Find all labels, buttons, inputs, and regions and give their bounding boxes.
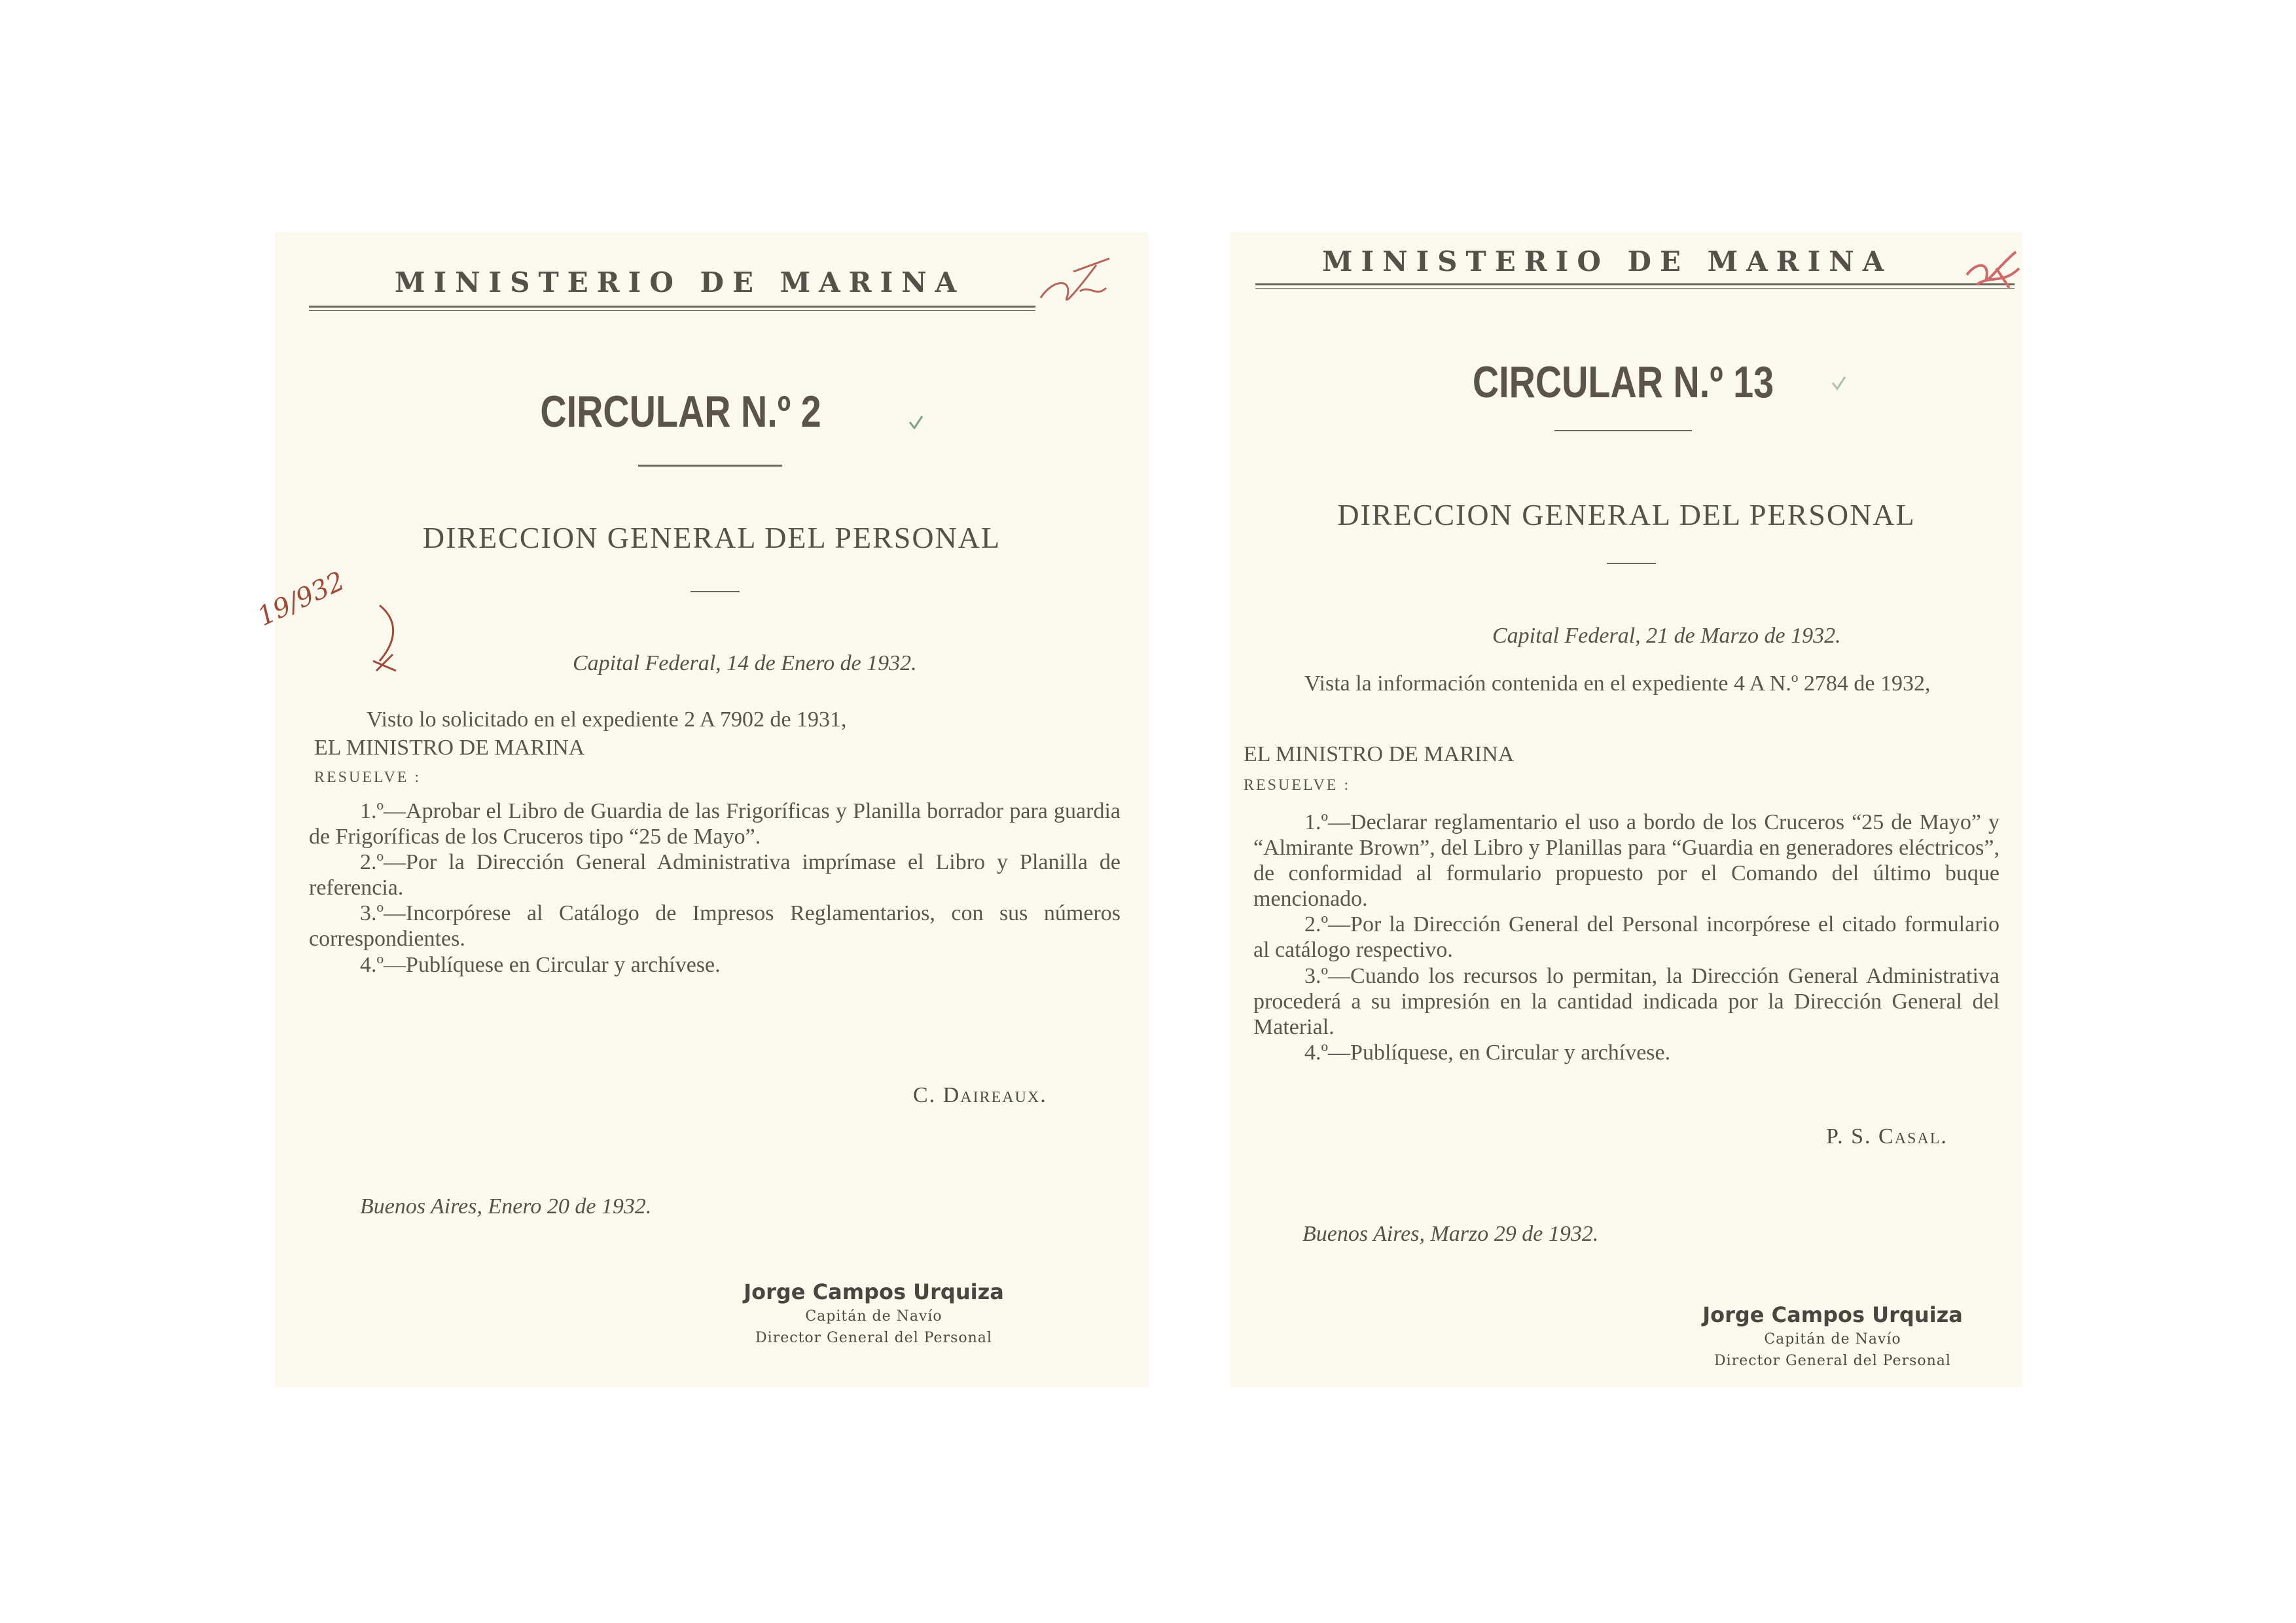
title-rule <box>1554 430 1692 431</box>
city-date: Buenos Aires, Enero 20 de 1932. <box>360 1194 652 1219</box>
place-date: Capital Federal, 14 de Enero de 1932. <box>573 651 917 675</box>
direccion-heading: DIRECCION GENERAL DEL PERSONAL <box>422 521 1001 554</box>
minister-title: EL MINISTRO DE MARINA <box>1244 742 1515 766</box>
title-rule <box>638 465 782 467</box>
handwritten-initials-mark <box>1034 252 1113 311</box>
ministry-header: MINISTERIO DE MARINA <box>1322 245 1893 277</box>
resuelve-label: RESUELVE : <box>314 769 422 786</box>
signer-name: Jorge Campos Urquiza <box>1702 1302 1963 1327</box>
resolution-items <box>1253 810 2000 1065</box>
direccion-dash <box>1607 563 1656 564</box>
check-mark <box>906 412 926 432</box>
minister-signature: P. S. Casal. <box>1826 1124 1948 1149</box>
ministry-header: MINISTERIO DE MARINA <box>395 266 965 298</box>
direccion-dash <box>691 591 740 592</box>
handwritten-initials-mark <box>1964 249 2022 294</box>
header-rule <box>309 306 1035 308</box>
signer-rank: Capitán de Navío <box>1764 1331 1901 1347</box>
resolution-item: 1.º—Aprobar el Libro de Guardia de las Frigoríficas y Planilla borrador para guardia de Frigoríficas de los Cruceros tipo “25 de Mayo”. <box>309 799 1121 849</box>
check-mark <box>1829 373 1849 393</box>
circular-title: CIRCULAR N.º 13 <box>1472 357 1774 407</box>
signer-rank: Capitán de Navío <box>805 1308 942 1325</box>
signature-block <box>710 1279 1037 1346</box>
direccion-heading: DIRECCION GENERAL DEL PERSONAL <box>1337 498 1916 531</box>
header-rule <box>1255 283 2015 285</box>
preamble: Vista la información contenida en el expediente 4 A N.º 2784 de 1932, <box>1304 671 1931 696</box>
minister-title: EL MINISTRO DE MARINA <box>314 736 585 760</box>
signature-block <box>1695 1302 1970 1369</box>
signer-role: Director General del Personal <box>755 1330 992 1346</box>
header-rule-thin <box>309 310 1035 311</box>
handwritten-mark <box>367 599 412 677</box>
place-date: Capital Federal, 21 de Marzo de 1932. <box>1492 624 1841 648</box>
resolution-item: 4.º—Publíquese, en Circular y archívese. <box>1304 1040 1671 1065</box>
resolution-item: 2.º—Por la Dirección General Administrativa imprímase el Libro y Planilla de referencia. <box>309 850 1121 901</box>
signer-role: Director General del Personal <box>1714 1353 1951 1369</box>
signer-name: Jorge Campos Urquiza <box>744 1279 1004 1304</box>
preamble: Visto lo solicitado en el expediente 2 A 7902 de 1931, <box>367 707 847 732</box>
margin-note: 19/932 <box>253 565 350 632</box>
resolution-item: 3.º—Incorpórese al Catálogo de Impresos Reglamentarios, con sus números correspondientes. <box>309 901 1121 952</box>
header-rule-thin <box>1255 288 2015 289</box>
resolution-item: 3.º—Cuando los recursos lo permitan, la Dirección General Administrativa procederá a su impresión en la cantidad indicada por la Dirección General del Material. <box>1253 963 2000 1039</box>
circular-title: CIRCULAR N.º 2 <box>540 387 821 437</box>
circular-2-sheet <box>253 232 1149 1387</box>
resolution-item: 2.º—Por la Dirección General del Personal incorpórese el citado formulario al catálogo respectivo. <box>1253 912 2000 963</box>
resuelve-label: RESUELVE : <box>1244 777 1351 794</box>
city-date: Buenos Aires, Marzo 29 de 1932. <box>1302 1222 1599 1246</box>
minister-signature: C. Daireaux. <box>913 1083 1047 1107</box>
resolution-items <box>309 798 1121 978</box>
resolution-item: 4.º—Publíquese en Circular y archívese. <box>360 952 721 977</box>
resolution-item: 1.º—Declarar reglamentario el uso a bordo de los Cruceros “25 de Mayo” y “Almirante Brown”, del Libro y Planillas para “Guardia en generadores eléctricos”, de conformidad al formulario propuesto por el Comando del último buque mencionado. <box>1253 810 2000 912</box>
circular-13-sheet <box>1230 232 2022 1387</box>
